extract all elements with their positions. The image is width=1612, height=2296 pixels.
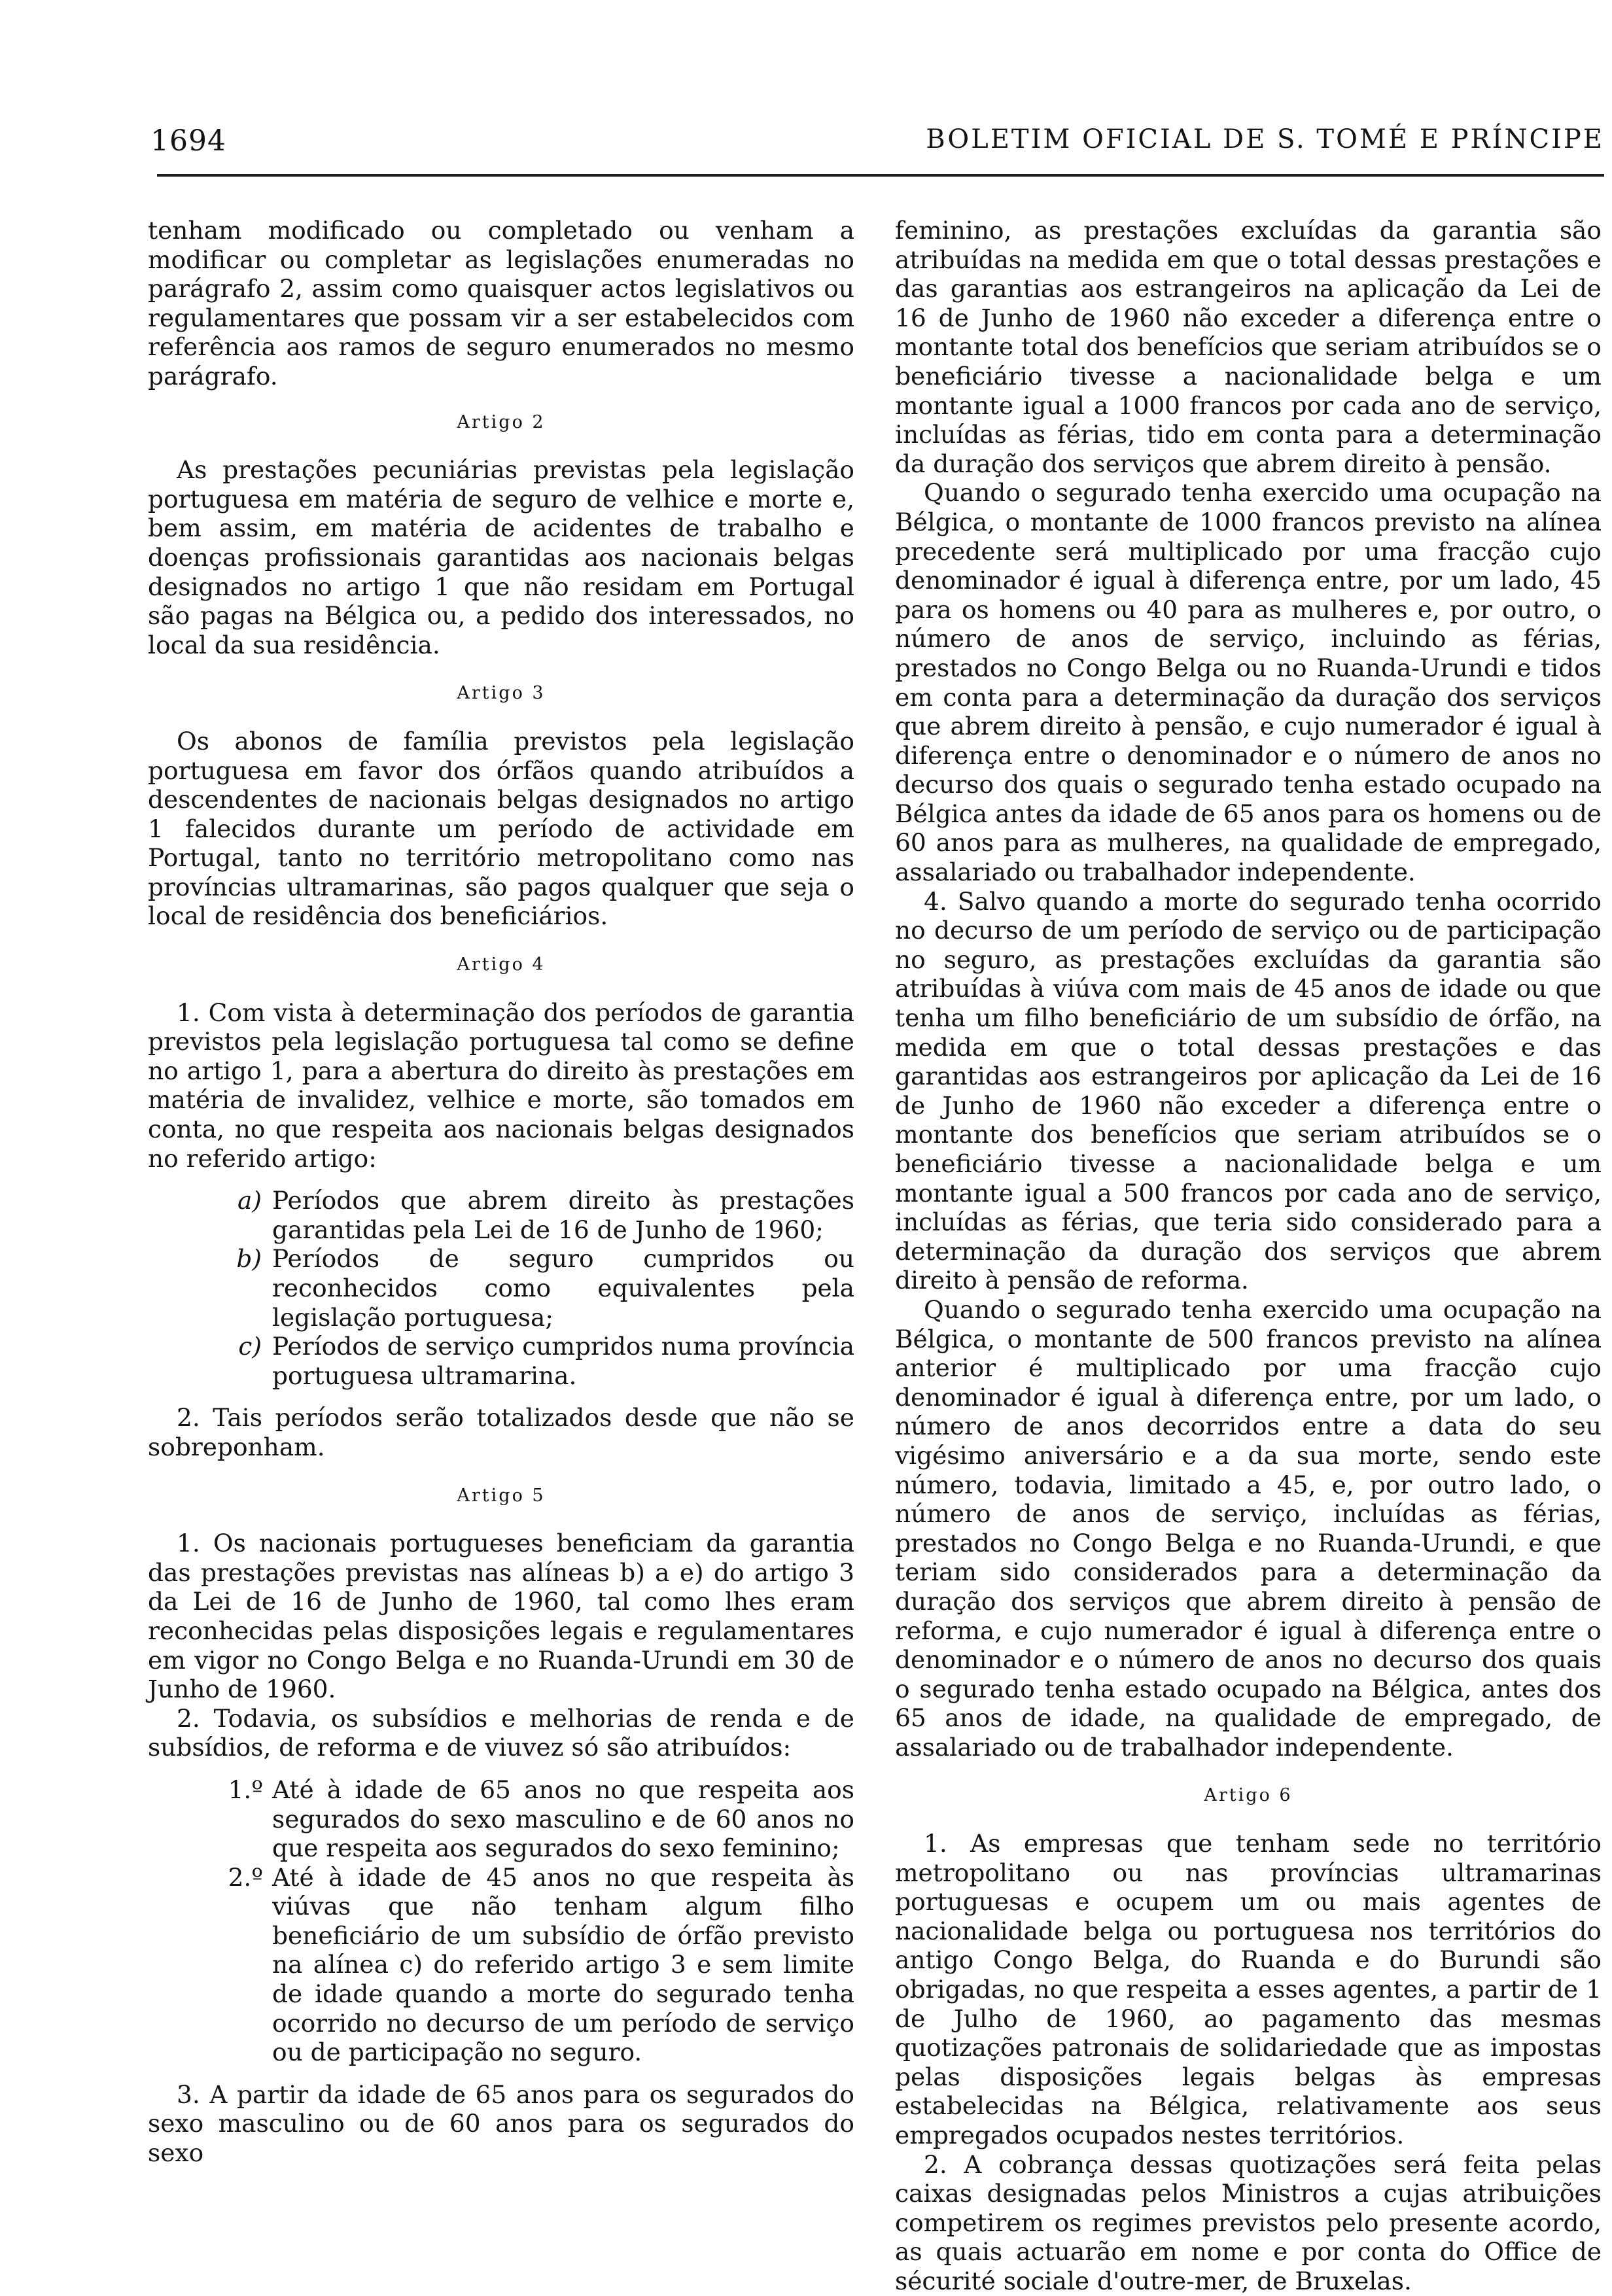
header-rule (157, 174, 1604, 177)
list-item (148, 1863, 854, 2067)
list-item-text: Períodos de serviço cumpridos numa província portuguesa ultramarina. (272, 1332, 854, 1390)
heading-artigo-2: Artigo 2 (457, 411, 546, 432)
paragraph-artigo-4-2: 2. Tais períodos serão totalizados desde que não se sobreponham. (148, 1403, 854, 1461)
left-column (148, 216, 854, 2168)
heading-artigo-4: Artigo 4 (457, 954, 546, 975)
paragraph-artigo-3: Os abonos de família previstos pela legislação portuguesa em favor dos órfãos quando atribuídos a descendentes de nacionais belgas designados no artigo 1 falecidos durante um período de actividade em Portugal, tanto no território metropolitano como nas províncias ultramarinas, são pagos qualquer que seja o local de residência dos beneficiários. (148, 726, 854, 931)
paragraph-artigo-6-2: 2. A cobrança dessas quotizações será feita pelas caixas designadas pelos Ministros a cujas atribuições competirem os regimes previstos pelo presente acordo, as quais actuarão em nome e por conta do Office de sécurité sociale d'outre-mer, de Bruxelas. (895, 2149, 1602, 2295)
list-item (148, 1775, 854, 1863)
journal-title: BOLETIM OFICIAL DE S. TOMÉ E PRÍNCIPE (926, 124, 1604, 154)
list-item-marker: a) (237, 1186, 262, 1215)
paragraph-artigo-6-1: 1. As empresas que tenham sede no território metropolitano ou nas províncias ultramarinas portuguesas e ocupem um ou mais agentes de nacionalidade belga ou portuguesa nos territórios do antigo Congo Belga, do Ruanda e do Burundi são obrigadas, no que respeita a esses agentes, a partir de 1 de Julho de 1960, ao pagamento das mesmas quotizações patronais de solidariedade que as impostas pelas disposições legais belgas às empresas estabelecidas na Bélgica, relativamente aos seus empregados ocupados nestes territórios. (895, 1829, 1602, 2149)
paragraph-quando-2: Quando o segurado tenha exercido uma ocupação na Bélgica, o montante de 500 francos previsto na alínea anterior é multiplicado por uma fracção cujo denominador é igual à diferença entre, por um lado, o número de anos decorridos entre a data do seu vigésimo aniversário e a da sua morte, sendo este número, todavia, limitado a 45, e, por outro lado, o número de anos de serviço, incluídas as férias, prestados no Congo Belga e no Ruanda-Urundi, e que teriam sido considerados para a determinação da duração dos serviços que abrem direito à pensão de reforma, e cujo numerador é igual à diferença entre o denominador e o número de anos no decurso dos quais o segurado tenha estado ocupado na Bélgica, antes dos 65 anos de idade, na qualidade de empregado, de assalariado ou de trabalhador independente. (895, 1295, 1602, 1762)
list-item-marker: b) (236, 1244, 262, 1274)
paragraph-intro: tenham modificado ou completado ou venham a modificar ou completar as legislações enumeradas no parágrafo 2, assim como quaisquer actos legislativos ou regulamentares que possam vir a ser estabelecidos com referência aos ramos de seguro enumerados no mesmo parágrafo. (148, 216, 854, 391)
list-item-marker: 1.º (228, 1775, 263, 1804)
page-number: 1694 (150, 124, 226, 158)
paragraph-artigo-5-4: 4. Salvo quando a morte do segurado tenha ocorrido no decurso de um período de serviço ou de participação no seguro, as prestações excluídas da garantia são atribuídas à viúva com mais de 45 anos de idade ou que tenha um filho beneficiário de um subsídio de órfão, na medida em que o total dessas prestações e das garantidas aos estrangeiros por aplicação da Lei de 16 de Junho de 1960 não exceder a diferença entre o montante dos benefícios que seriam atribuídos se o beneficiário tivesse a nacionalidade belga e um montante igual a 500 francos por cada ano de serviço, incluídas as férias, que teria sido considerado para a determinação da duração dos serviços que abrem direito à pensão de reforma. (895, 886, 1602, 1295)
paragraph-artigo-5-1: 1. Os nacionais portugueses beneficiam da garantia das prestações previstas nas alíneas b) a e) do artigo 3 da Lei de 16 de Junho de 1960, tal como lhes eram reconhecidas pelas disposições legais e regulamentares em vigor no Congo Belga e no Ruanda-Urundi em 30 de Junho de 1960. (148, 1529, 854, 1704)
list-item-text: Períodos de seguro cumpridos ou reconhecidos como equivalentes pela legislação portuguesa; (272, 1244, 854, 1332)
list-item-text: Até à idade de 45 anos no que respeita às viúvas que não tenham algum filho beneficiário de um subsídio de órfão previsto na alínea c) do referido artigo 3 e sem limite de idade quando a morte do segurado tenha ocorrido no decurso de um período de serviço ou de participação no seguro. (272, 1862, 854, 2067)
list-item-marker: c) (238, 1332, 262, 1361)
list-item-text: Até à idade de 65 anos no que respeita aos segurados do sexo masculino e de 60 anos no que respeita aos segurados do sexo feminino; (272, 1775, 854, 1863)
list-item-text: Períodos que abrem direito às prestações garantidas pela Lei de 16 de Junho de 1960; (272, 1186, 854, 1244)
heading-artigo-6: Artigo 6 (1204, 1785, 1293, 1806)
right-column (895, 216, 1602, 2296)
page-header (150, 124, 1604, 164)
artigo-4-list (148, 1186, 854, 1390)
list-item-marker: 2.º (228, 1862, 263, 1892)
paragraph-artigo-2: As prestações pecuniárias previstas pela legislação portuguesa em matéria de seguro de velhice e morte e, bem assim, em matéria de acidentes de trabalho e doenças profissionais garantidas aos nacionais belgas designados no artigo 1 que não residam em Portugal são pagas na Bélgica ou, a pedido dos interessados, no local da sua residência. (148, 455, 854, 659)
list-item (148, 1244, 854, 1332)
paragraph-artigo-4-1: 1. Com vista à determinação dos períodos de garantia previstos pela legislação portuguesa tal como se define no artigo 1, para a abertura do direito às prestações em matéria de invalidez, velhice e morte, são tomados em conta, no que respeita aos nacionais belgas designados no referido artigo: (148, 998, 854, 1173)
heading-artigo-3: Artigo 3 (457, 683, 546, 704)
list-item (148, 1186, 854, 1244)
list-item (148, 1332, 854, 1390)
paragraph-artigo-5-3: 3. A partir da idade de 65 anos para os segurados do sexo masculino ou de 60 anos para os segurados do sexo (148, 2079, 854, 2168)
paragraph-artigo-5-2: 2. Todavia, os subsídios e melhorias de renda e de subsídios, de reforma e de viuvez só são atribuídos: (148, 1703, 854, 1762)
artigo-5-list (148, 1775, 854, 2067)
heading-artigo-5: Artigo 5 (457, 1485, 546, 1506)
paragraph-quando-1: Quando o segurado tenha exercido uma ocupação na Bélgica, o montante de 1000 francos previsto na alínea precedente será multiplicado por uma fracção cujo denominador é igual à diferença entre, por um lado, 45 para os homens ou 40 para as mulheres e, por outro, o número de anos de serviço, incluindo as férias, prestados no Congo Belga ou no Ruanda-Urundi e tidos em conta para a determinação da duração dos serviços que abrem direito à pensão, e cujo numerador é igual à diferença entre o denominador e o número de anos no decurso dos quais o segurado tenha estado ocupado na Bélgica antes da idade de 65 anos para os homens ou de 60 anos para as mulheres, na qualidade de empregado, assalariado ou trabalhador independente. (895, 478, 1602, 887)
paragraph-continuation: feminino, as prestações excluídas da garantia são atribuídas na medida em que o total dessas prestações e das garantias aos estrangeiros na aplicação da Lei de 16 de Junho de 1960 não exceder a diferença entre o montante total dos benefícios que seriam atribuídos se o beneficiário tivesse a nacionalidade belga e um montante igual a 1000 francos por cada ano de serviço, incluídas as férias, tido em conta para a determinação da duração dos serviços que abrem direito à pensão. (895, 216, 1602, 478)
